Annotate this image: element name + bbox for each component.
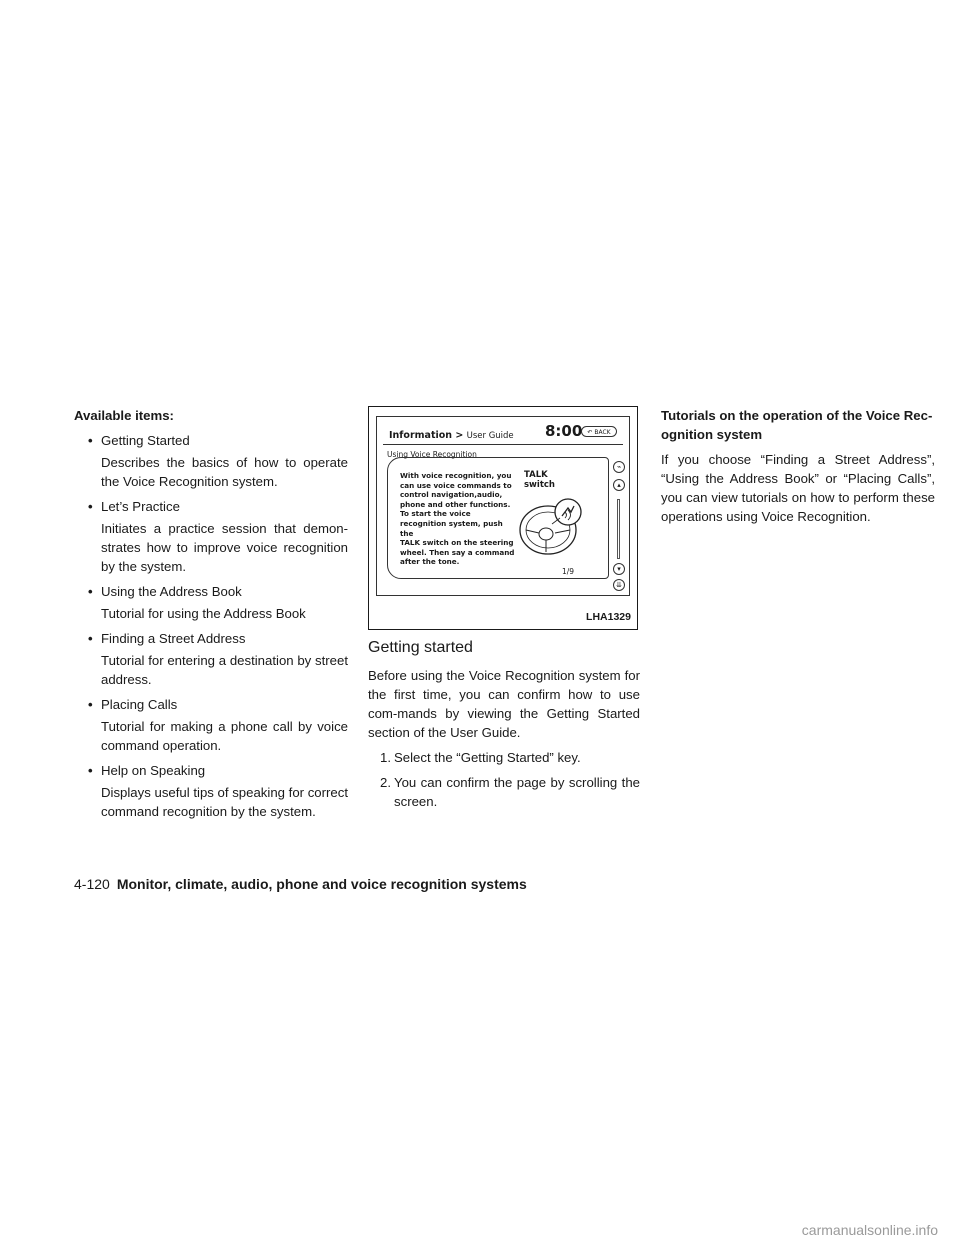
chapter-title: Monitor, climate, audio, phone and voice recognition systems <box>116 876 527 892</box>
back-button: ↶ BACK <box>581 426 617 437</box>
scroll-down-icon: ▾ <box>613 563 625 575</box>
talk-switch-label <box>524 471 555 490</box>
intro-paragraph: Before using the Voice Recognition system for the first time, you can confirm how to use com-mands by viewing the Getting Started section of the User Guide. <box>368 668 640 740</box>
page-footer <box>74 876 527 892</box>
talk-label-line: switch <box>524 479 555 490</box>
item-description: Tutorial for using the Address Book <box>101 606 306 621</box>
getting-started-column <box>368 406 640 817</box>
item-title: Finding a Street Address <box>101 631 246 646</box>
screen-title-main: Information > <box>389 430 464 441</box>
item-title: Placing Calls <box>101 697 178 712</box>
item-description: Initiates a practice session that demon-strates how to improve voice recognition by the system. <box>101 521 348 574</box>
body-line: recognition system, push the <box>400 518 503 538</box>
step-number: 1. <box>380 750 391 765</box>
step-number: 2. <box>380 775 391 790</box>
list-item <box>74 695 348 755</box>
body-line: wheel. Then say a command <box>400 547 515 557</box>
item-title: Let’s Practice <box>101 499 180 514</box>
item-description: Describes the basics of how to operate the Voice Recognition system. <box>101 455 348 489</box>
bullet-icon: • <box>88 584 93 599</box>
list-item <box>74 497 348 576</box>
item-description: Tutorial for making a phone call by voice command operation. <box>101 719 348 753</box>
step-item <box>368 773 640 811</box>
available-items-list <box>74 431 348 821</box>
section-title: Getting started <box>368 639 473 656</box>
tutorials-column <box>661 406 935 526</box>
body-line: control navigation,audio, <box>400 490 503 500</box>
item-description: Displays useful tips of speaking for correct command recognition by the system. <box>101 785 349 819</box>
body-line: after the tone. <box>400 557 460 567</box>
scroll-up-icon: ▴ <box>613 479 625 491</box>
available-items-column <box>74 406 348 827</box>
back-label: BACK <box>594 429 611 436</box>
screen-clock: 8:00 <box>545 422 583 440</box>
screen-body-text <box>400 471 518 567</box>
available-items-heading: Available items: <box>74 408 174 423</box>
tutorials-heading: Tutorials on the operation of the Voice Rec-ognition system <box>661 408 933 442</box>
bullet-icon: • <box>88 697 93 712</box>
body-line: With voice recognition, you <box>400 471 512 480</box>
scrollbar-track <box>617 499 620 559</box>
body-line: TALK switch on the steering <box>400 538 514 548</box>
list-item <box>74 629 348 689</box>
body-line: phone and other functions. <box>400 499 511 509</box>
item-title: Help on Speaking <box>101 763 206 778</box>
bullet-icon: • <box>88 433 93 448</box>
watermark: carmanualsonline.info <box>801 1222 938 1238</box>
step-text: You can confirm the page by scrolling the screen. <box>394 775 640 809</box>
bullet-icon: • <box>88 499 93 514</box>
body-line: To start the voice <box>400 509 471 519</box>
item-description: Tutorial for entering a destination by street address. <box>101 653 348 687</box>
talk-label-line: TALK <box>524 470 548 480</box>
screen-title-sub: User Guide <box>466 431 514 441</box>
voice-icon: ⌁ <box>613 461 625 473</box>
figure-label: LHA1329 <box>586 611 631 623</box>
steering-wheel-icon <box>516 490 596 560</box>
list-item <box>74 761 348 821</box>
bullet-icon: • <box>88 763 93 778</box>
page-number: 4-120 <box>74 876 110 892</box>
body-line: can use voice commands to <box>400 480 512 490</box>
screen-page-indicator: 1/9 <box>562 567 575 576</box>
tutorials-body: If you choose “Finding a Street Address”, “Using the Address Book” or “Placing Calls”, you can view tutorials on how to perform these operations using Voice Recognition. <box>661 452 935 524</box>
list-item <box>74 431 348 491</box>
item-title: Getting Started <box>101 433 190 448</box>
step-text: Select the “Getting Started” key. <box>394 750 581 765</box>
list-item <box>74 582 348 623</box>
screen-section-title: Using Voice Recognition <box>387 450 477 459</box>
steps-list <box>368 748 640 811</box>
step-item <box>368 748 640 767</box>
screen-illustration <box>368 406 638 630</box>
scroll-end-icon: ⇊ <box>613 579 625 591</box>
screen-content-box <box>387 457 609 579</box>
bullet-icon: • <box>88 631 93 646</box>
item-title: Using the Address Book <box>101 584 242 599</box>
display-screen <box>376 416 630 596</box>
screen-title <box>389 426 514 446</box>
